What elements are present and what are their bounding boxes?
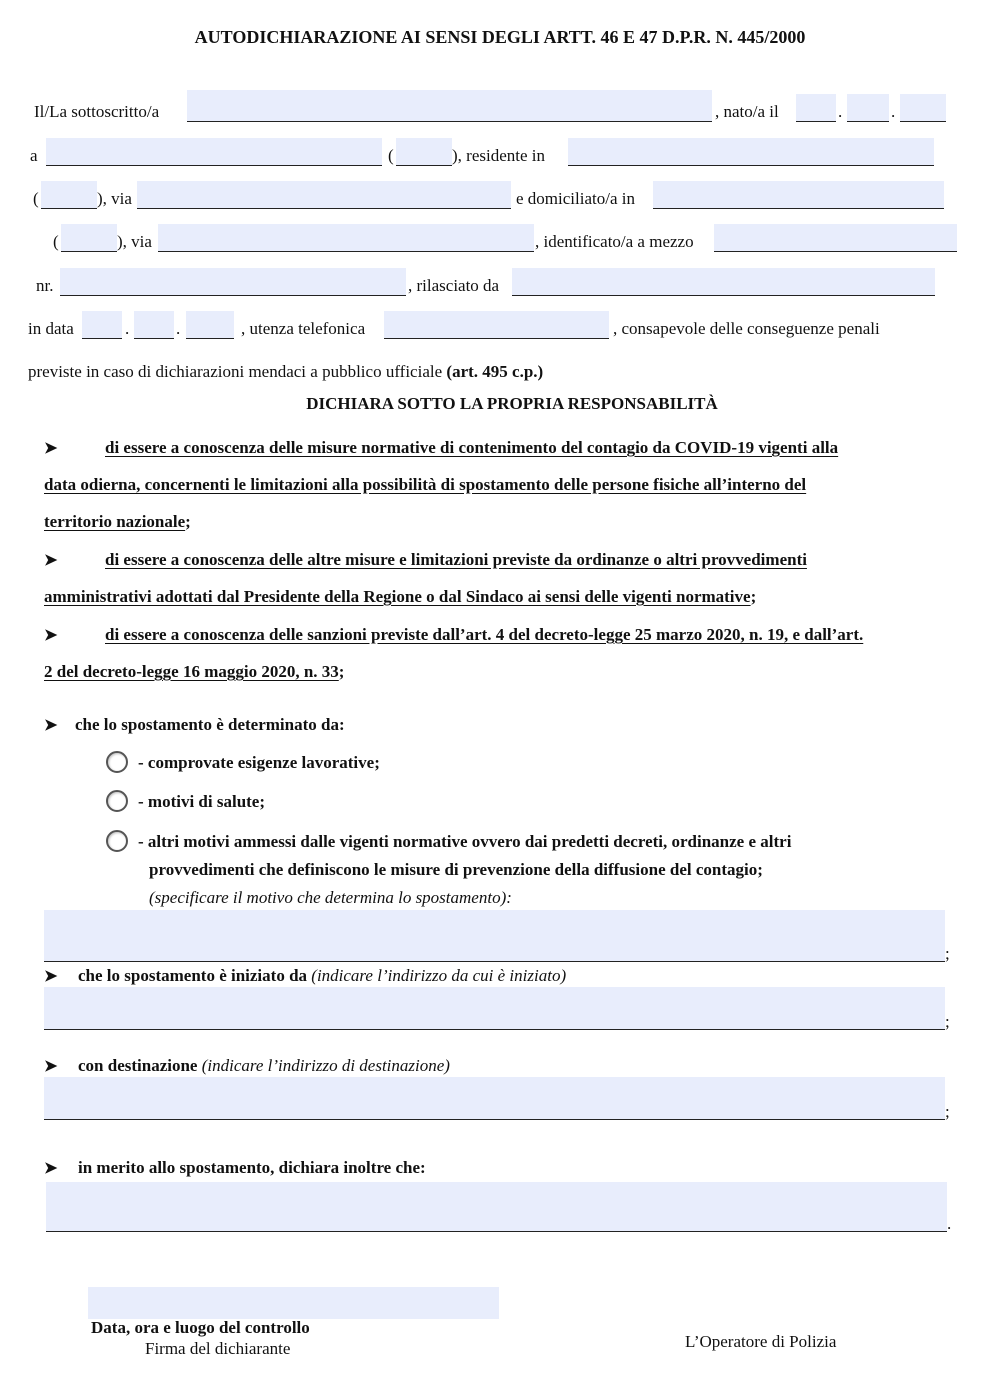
residence-city-field[interactable] — [568, 138, 934, 166]
declaration-item-2-line-1: di essere a conoscenza delle altre misure e limitazioni previste da ordinanze o altri provvedimenti — [105, 550, 807, 569]
consapevole-label: , consapevole delle conseguenze penali — [613, 319, 880, 338]
domicile-via-label: ), via — [117, 232, 152, 251]
nato-label: , nato/a il — [715, 102, 779, 121]
issue-day-field[interactable] — [82, 311, 122, 339]
sottoscritto-label: Il/La sottoscritto/a — [34, 102, 160, 121]
birth-day-field[interactable] — [796, 94, 836, 122]
arrowhead-bullet-icon: ➤ — [44, 717, 58, 734]
arrowhead-bullet-icon: ➤ — [44, 1160, 58, 1177]
control-label: Data, ora e luogo del controllo — [91, 1318, 310, 1337]
birthplace-field[interactable] — [46, 138, 382, 166]
paren-open: ( — [53, 232, 59, 251]
declaration-item-1-line-1: di essere a conoscenza delle misure normative di contenimento del contagio da COVID-19 vigenti alla — [105, 438, 839, 457]
destination-label: con destinazione (indicare l’indirizzo di destinazione) — [78, 1056, 450, 1075]
birth-month-field[interactable] — [847, 94, 889, 122]
id-document-field[interactable] — [714, 224, 957, 252]
name-field[interactable] — [187, 90, 712, 122]
declaration-item-3-line-1: di essere a conoscenza delle sanzioni previste dall’art. 4 del decreto-legge 25 marzo 2020, n. 19, e dall’art. — [105, 625, 864, 644]
control-details-field[interactable] — [88, 1287, 499, 1319]
utenza-label: , utenza telefonica — [241, 319, 366, 338]
option-work-label: - comprovate esigenze lavorative; — [138, 753, 380, 772]
previste-text: previste in caso di dichiarazioni mendaci a pubblico ufficiale (art. 495 c.p.) — [28, 362, 544, 381]
semicolon: ; — [945, 944, 950, 963]
declaration-item-1-line-3: territorio nazionale; — [44, 512, 191, 531]
signature-label: Firma del dichiarante — [145, 1339, 291, 1358]
issue-month-field[interactable] — [134, 311, 174, 339]
page-title: AUTODICHIARAZIONE AI SENSI DEGLI ARTT. 46 E 47 D.P.R. N. 445/2000 — [194, 27, 806, 47]
further-label: in merito allo spostamento, dichiara inoltre che: — [78, 1158, 426, 1177]
date-dot: . — [891, 102, 896, 121]
residente-label: ), residente in — [452, 146, 545, 165]
domicile-province-field[interactable] — [61, 224, 117, 252]
residence-street-field[interactable] — [137, 181, 511, 209]
start-label: che lo spostamento è iniziato da (indicare l’indirizzo da cui è iniziato) — [78, 966, 567, 985]
period: . — [947, 1214, 952, 1233]
domicile-street-field[interactable] — [158, 224, 534, 252]
birth-year-field[interactable] — [900, 94, 946, 122]
date-dot: . — [838, 102, 843, 121]
issue-year-field[interactable] — [186, 311, 234, 339]
option-other-label: - altri motivi ammessi dalle vigenti normative ovvero dai predetti decreti, ordinanze e altri — [138, 832, 792, 851]
arrowhead-bullet-icon: ➤ — [44, 968, 58, 985]
identificato-label: , identificato/a a mezzo — [535, 232, 694, 251]
issuer-field[interactable] — [512, 268, 935, 296]
declaration-item-3-line-2: 2 del decreto-legge 16 maggio 2020, n. 33; — [44, 662, 345, 681]
date-dot: . — [176, 319, 181, 338]
domiciliato-label: e domiciliato/a in — [516, 189, 635, 208]
specify-hint: (specificare il motivo che determina lo spostamento): — [149, 888, 512, 907]
option-other-label-line-2: provvedimenti che definiscono le misure di prevenzione della diffusione del contagio; — [149, 860, 763, 879]
paren-open: ( — [33, 189, 39, 208]
in-data-label: in data — [28, 319, 74, 338]
domicile-city-field[interactable] — [653, 181, 944, 209]
paren-open: ( — [388, 146, 394, 165]
start-address-field[interactable] — [44, 987, 945, 1030]
semicolon: ; — [945, 1102, 950, 1121]
phone-field[interactable] — [384, 311, 609, 339]
option-health-label: - motivi di salute; — [138, 792, 266, 811]
birth-province-field[interactable] — [396, 138, 452, 166]
further-details-field[interactable] — [46, 1182, 947, 1232]
arrowhead-bullet-icon: ➤ — [44, 627, 58, 644]
rilasciato-label: , rilasciato da — [408, 276, 500, 295]
arrowhead-bullet-icon: ➤ — [44, 1058, 58, 1075]
nr-label: nr. — [36, 276, 54, 295]
radio-work[interactable] — [106, 751, 128, 773]
destination-address-field[interactable] — [44, 1077, 945, 1120]
declaration-heading: DICHIARA SOTTO LA PROPRIA RESPONSABILITÀ — [306, 394, 718, 413]
birthplace-label: a — [30, 146, 38, 165]
arrowhead-bullet-icon: ➤ — [44, 440, 58, 457]
reason-details-field[interactable] — [44, 910, 945, 962]
semicolon: ; — [945, 1012, 950, 1031]
declaration-item-1-line-2: data odierna, concernenti le limitazioni alla possibilità di spostamento delle persone fisiche all’interno del — [44, 475, 807, 494]
document-number-field[interactable] — [60, 268, 406, 296]
reason-label: che lo spostamento è determinato da: — [75, 715, 345, 734]
arrowhead-bullet-icon: ➤ — [44, 552, 58, 569]
declaration-item-2-line-2: amministrativi adottati dal Presidente della Regione o dal Sindaco ai sensi delle vigenti normative; — [44, 587, 757, 606]
radio-health[interactable] — [106, 790, 128, 812]
date-dot: . — [125, 319, 130, 338]
radio-other[interactable] — [106, 830, 128, 852]
officer-label: L’Operatore di Polizia — [685, 1332, 837, 1351]
residence-via-label: ), via — [97, 189, 132, 208]
residence-province-field[interactable] — [41, 181, 97, 209]
